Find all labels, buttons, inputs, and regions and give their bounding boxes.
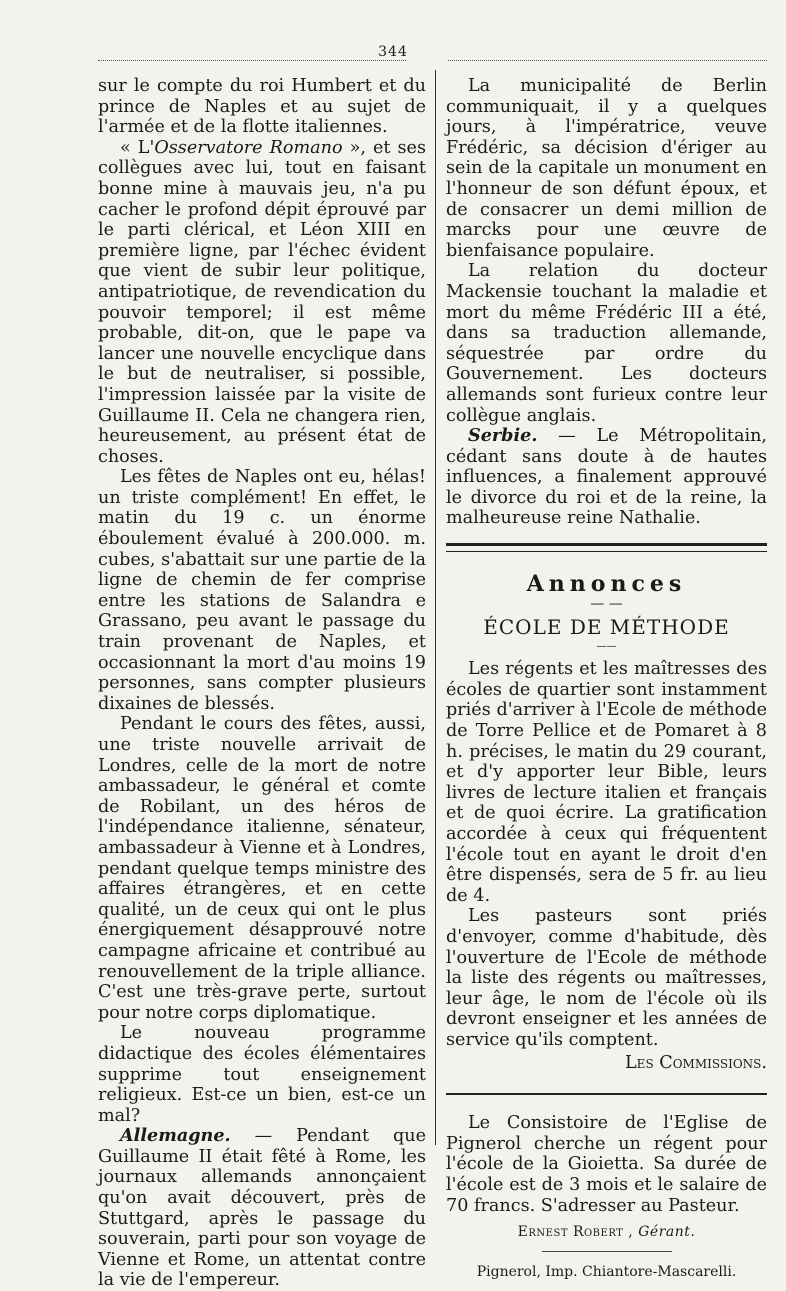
announcement-signature: Les Commissions.	[625, 1052, 767, 1073]
right-column	[446, 76, 767, 1282]
paragraph: « L'Osservatore Romano », et ses collègues avec lui, tout en faisant bonne mine à mauvais jeu, n'a pu cacher le profond dépit éprouvé par le parti clérical, et Léon XIII en première ligne, par l'échec évident que vient de subir leur politique, antipatriotique, de revendication du pouvoir temporel; il est même probable, dit-on, que le pape va lancer une nouvelle encyclique dans le but de neutraliser, si possible, l'impression laissée par la visite de Guillaume II. Cela ne changera rien, heureusement, au présent état de choses.	[98, 137, 426, 467]
announcement: Les pasteurs sont priés d'envoyer, comme d'habitude, dès l'ouverture de l'Ecole de méthode la liste des régents ou maîtresses, leur âge, le nom de l'école où ils devront enseigner et les années de service qu'ils comptent.	[446, 906, 767, 1050]
announcement-rule	[446, 1093, 767, 1095]
annonces-heading: Annonces	[526, 571, 687, 598]
newspaper-title: Osservatore Romano	[154, 137, 343, 158]
paragraph: Le nouveau programme didactique des écoles élémentaires supprime tout enseignement religieux. Est-ce un bien, est-ce un mal?	[98, 1023, 426, 1126]
gerant-name: Ernest Robert	[517, 1224, 624, 1241]
paragraph: La municipalité de Berlin communiquait, il y a quelques jours, à l'impératrice, veuve Frédéric, sa décision d'ériger au sein de la capitale un monument en l'honneur de son défunt époux, et de consacrer un demi million de marcks pour une œuvre de bienfaisance populaire.	[446, 76, 767, 261]
left-column	[98, 76, 426, 1291]
announcement: Les régents et les maîtresses des écoles de quartier sont instamment priés d'arriver à l'Ecole de méthode de Torre Pellice et de Pomaret à 8 h. précises, le matin du 29 courant, et d'y apporter leur Bible, leurs livres de lecture italien et français et de quoi écrire. La gratification accordée à ceux qui fréquentent l'école tout en ayant le droit d'en être dispensés, sera de 5 fr. au lieu de 4.	[446, 659, 767, 906]
announcement: Le Consistoire de l'Eglise de Pignerol cherche un régent pour l'école de la Gioietta. Sa durée de l'école est de 3 mois et le salaire de 70 francs. S'adresser au Pasteur.	[446, 1113, 767, 1216]
header-rule-right	[448, 60, 767, 61]
country-heading: Allemagne.	[120, 1125, 231, 1147]
section-rule	[446, 543, 767, 552]
country-heading: Serbie.	[468, 425, 538, 447]
column-divider	[435, 70, 436, 1145]
paragraph: sur le compte du roi Humbert et du prince de Naples et au sujet de l'armée et de la flotte italiennes.	[98, 76, 426, 138]
printer-imprint: Pignerol, Imp. Chiantore-Mascarelli.	[476, 1263, 737, 1280]
paragraph: Serbie. — Le Métropolitain, cédant sans doute à de hautes influences, a finalement approuvé le divorce du roi et de la reine, la malheureuse reine Nathalie.	[446, 425, 767, 529]
imprint-rule	[542, 1251, 672, 1252]
paragraph: Les fêtes de Naples ont eu, hélas! un triste complément! En effet, le matin du 19 c. un énorme éboulement évalué à 200.000. m. cubes, s'abattait sur une partie de la ligne de chemin de fer comprise entre les stations de Salandra e Grassano, peu avant le passage du train provenant de Naples, et occasionnant la mort d'au moins 19 personnes, sans compter plusieurs dixaines de blessés.	[98, 467, 426, 714]
page-number: 344	[378, 44, 408, 60]
gerant-line: Ernest Robert , Gérant.	[517, 1224, 696, 1241]
ecole-title: ÉCOLE DE MÉTHODE	[483, 614, 730, 639]
paragraph: La relation du docteur Mackensie touchant la maladie et mort du même Frédéric III a été, dans sa traduction allemande, séquestrée par ordre du Gouvernement. Les docteurs allemands sont furieux contre leur collègue anglais.	[446, 261, 767, 426]
heading-dash: — —	[590, 595, 623, 612]
paragraph: Allemagne. — Pendant que Guillaume II était fêté à Rome, les journaux allemands annonçaient qu'on avait découvert, près de Stuttgard, après le passage du souverain, parti pour son voyage de Vienne et Rome, un attentat contre la vie de l'empereur.	[98, 1125, 426, 1291]
header-rule-left	[98, 60, 406, 61]
title-dash: ——	[596, 641, 617, 653]
gerant-title: Gérant.	[638, 1224, 696, 1241]
paragraph: Pendant le cours des fêtes, aussi, une triste nouvelle arrivait de Londres, celle de la mort de notre ambassadeur, le général et comte de Robilant, un des héros de l'indépendance italienne, sénateur, ambassadeur à Vienne et à Londres, pendant quelque temps ministre des affaires étrangères, et en cette qualité, un de ceux qui ont le plus énergiquement désapprouvé notre campagne africaine et contribué au renouvellement de la triple alliance. C'est une très-grave perte, surtout pour notre corps diplomatique.	[98, 714, 426, 1023]
